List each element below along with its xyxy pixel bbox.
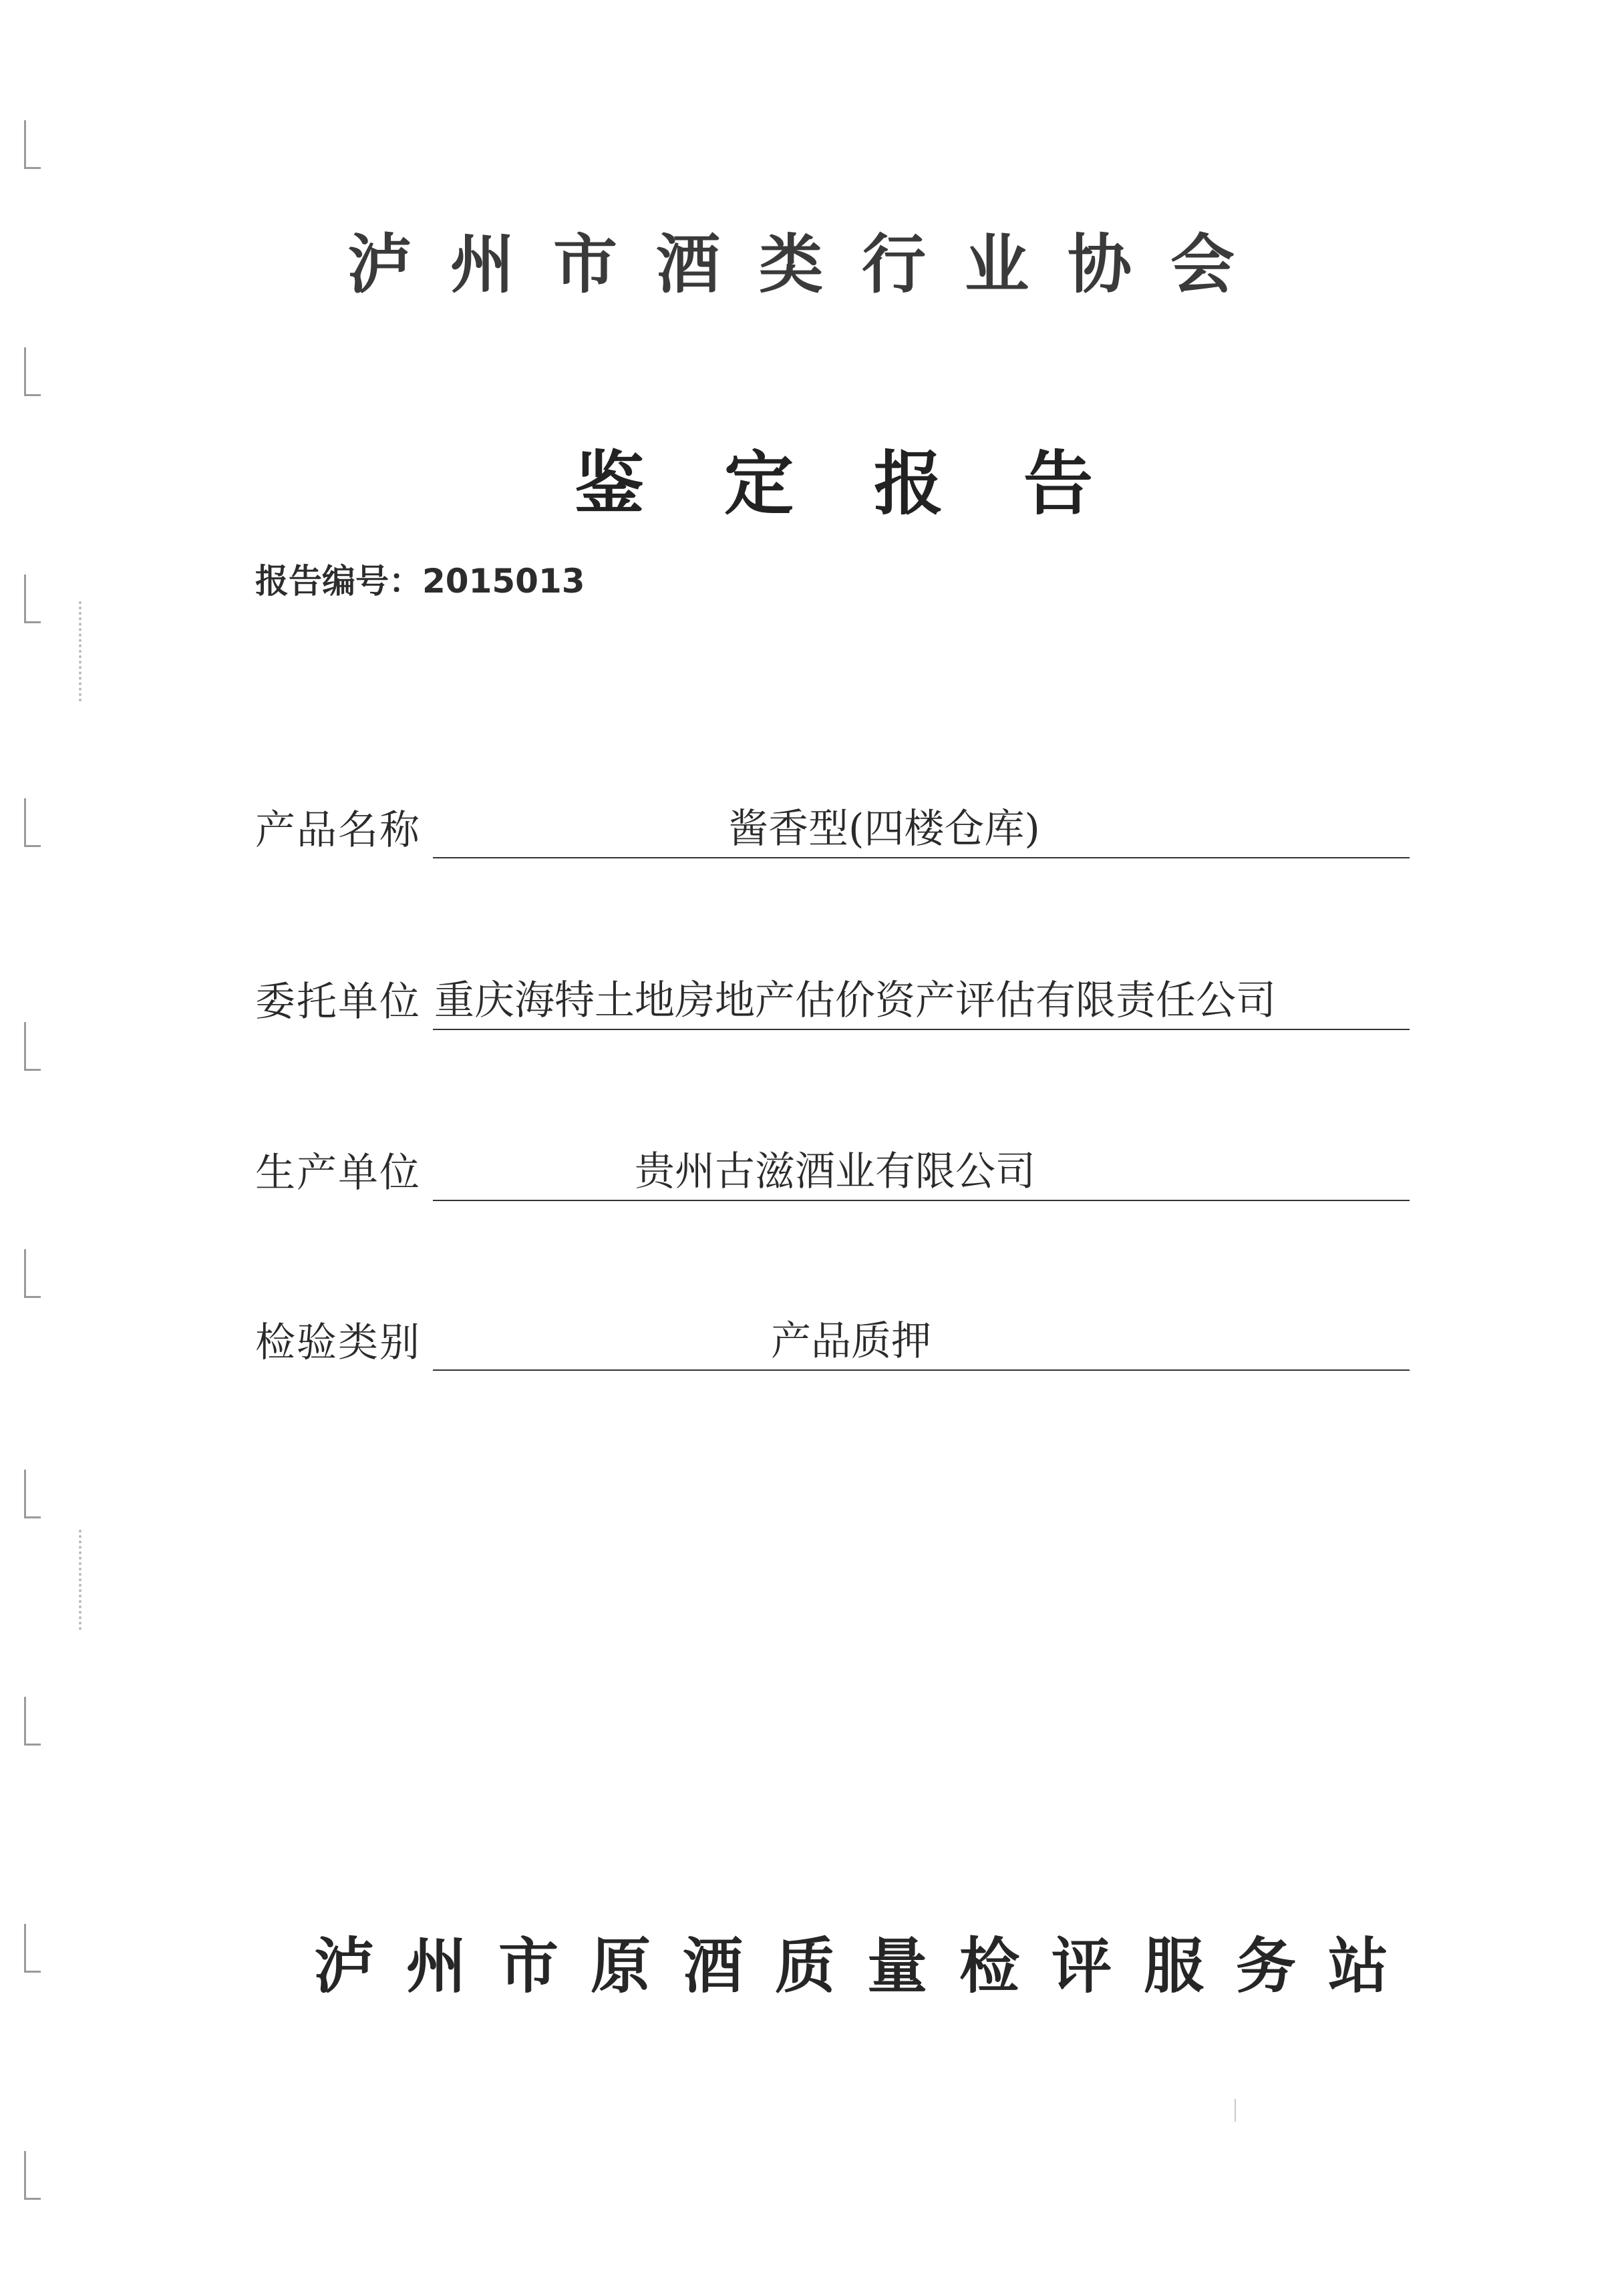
binding-mark xyxy=(24,120,41,169)
field-product-name xyxy=(255,805,1410,858)
field-value: 酱香型(四楼仓库) xyxy=(728,806,1040,852)
scan-specks xyxy=(79,601,86,701)
issuer-name: 泸州市原酒质量检评服务站 xyxy=(314,1931,1420,2001)
scan-mark xyxy=(1235,2099,1236,2122)
field-underline xyxy=(433,1029,1410,1030)
binding-mark xyxy=(24,1249,41,1298)
field-commissioning-unit xyxy=(255,977,1410,1030)
binding-mark xyxy=(24,575,41,623)
binding-mark xyxy=(24,1697,41,1746)
report-number xyxy=(255,554,585,603)
field-value: 贵州古滋酒业有限公司 xyxy=(635,1148,1035,1195)
organization-title: 泸州市酒类行业协会 xyxy=(347,227,1273,302)
field-underline xyxy=(433,1200,1410,1201)
report-number-label: 报告编号： xyxy=(255,562,422,601)
field-label: 产品名称 xyxy=(255,807,421,854)
binding-mark xyxy=(24,2151,41,2200)
binding-mark xyxy=(24,1924,41,1973)
field-value: 重庆海特土地房地产估价资产评估有限责任公司 xyxy=(434,977,1276,1024)
scan-specks xyxy=(79,1530,86,1630)
report-number-value: 2015013 xyxy=(422,562,585,601)
field-underline xyxy=(433,1369,1410,1371)
binding-mark xyxy=(24,1470,41,1518)
binding-mark xyxy=(24,798,41,847)
field-label: 检验类别 xyxy=(255,1319,421,1366)
field-label: 委托单位 xyxy=(255,979,421,1025)
field-label: 生产单位 xyxy=(255,1150,421,1196)
field-value: 产品质押 xyxy=(771,1318,931,1365)
field-inspection-type xyxy=(255,1317,1410,1371)
binding-mark xyxy=(24,1022,41,1071)
field-producer xyxy=(255,1148,1410,1201)
binding-mark xyxy=(24,347,41,396)
field-underline xyxy=(433,857,1410,858)
document-title: 鉴定报告 xyxy=(575,443,1174,524)
